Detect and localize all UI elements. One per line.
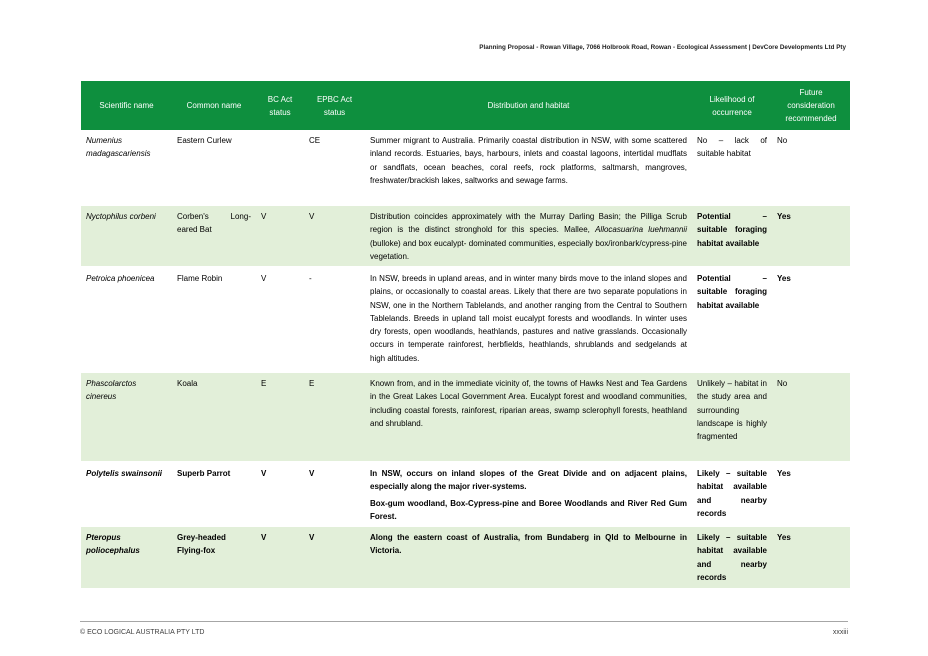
distribution: [365, 372, 692, 462]
scientific-name: Pteropus poliocephalus: [81, 526, 172, 589]
distribution-text-cont: (bulloke) and box eucalypt- dominated communities, especially box/ironbark/cypress-pine vegetation.: [370, 238, 687, 261]
distribution: [365, 205, 692, 267]
col-header-future: Future consideration recommended: [772, 81, 850, 130]
epbc-status: -: [304, 267, 365, 372]
epbc-status: CE: [304, 130, 365, 205]
bc-status: [256, 130, 304, 205]
bc-status: V: [256, 205, 304, 267]
distribution: [365, 526, 692, 589]
distribution-text: Summer migrant to Australia. Primarily coastal distribution in NSW, with some scattered inland records. Estuaries, bays, harbours, inlets and coastal lagoons, intertidal mudflats or sandflats, ocean beaches, coral reefs, rock platforms, saltmarsh, mangroves, freshwater/brackish lakes, saltworks and sewage farms.: [370, 136, 687, 185]
distribution: [365, 130, 692, 205]
scientific-name: Petroica phoenicea: [81, 267, 172, 372]
epbc-status: E: [304, 372, 365, 462]
footer-copyright: © ECO LOGICAL AUSTRALIA PTY LTD: [80, 629, 205, 636]
common-name: Superb Parrot: [172, 462, 256, 526]
likelihood: Unlikely – habitat in the study area and surrounding landscape is highly fragmented: [692, 372, 772, 462]
col-header-likelihood: Likelihood of occurrence: [692, 81, 772, 130]
likelihood: Likely – suitable habitat available and nearby records: [692, 526, 772, 589]
table-header-row: [81, 81, 850, 130]
common-name: Eastern Curlew: [172, 130, 256, 205]
common-name: Koala: [172, 372, 256, 462]
scientific-name: Nyctophilus corbeni: [81, 205, 172, 267]
distribution-text: Along the eastern coast of Australia, from Bundaberg in Qld to Melbourne in Victoria.: [370, 533, 687, 556]
epbc-status: V: [304, 205, 365, 267]
bc-status: V: [256, 267, 304, 372]
scientific-name: Polytelis swainsonii: [81, 462, 172, 526]
future-consideration: Yes: [772, 267, 850, 372]
col-header-distribution: Distribution and habitat: [365, 81, 692, 130]
common-name: Flame Robin: [172, 267, 256, 372]
table-row: [81, 526, 850, 589]
likelihood: No – lack of suitable habitat: [692, 130, 772, 205]
distribution-text: Known from, and in the immediate vicinity of, the towns of Hawks Nest and Tea Gardens in the Great Lakes Local Government Area. Eucalypt forest and woodland communities, including coastal forests, rainforest, riparian areas, swamp sclerophyll forests, heathland and shrubland.: [370, 379, 687, 428]
col-header-epbc-act: EPBC Act status: [304, 81, 365, 130]
table-row: [81, 205, 850, 267]
distribution: [365, 462, 692, 526]
future-consideration: No: [772, 130, 850, 205]
distribution: [365, 267, 692, 372]
bc-status: V: [256, 462, 304, 526]
col-header-scientific: Scientific name: [81, 81, 172, 130]
col-header-bc-act: BC Act status: [256, 81, 304, 130]
common-name: Corben's Long-eared Bat: [172, 205, 256, 267]
common-name: Grey-headed Flying-fox: [172, 526, 256, 589]
future-consideration: Yes: [772, 526, 850, 589]
distribution-species-italic: Allocasuarina luehmannii: [595, 225, 687, 235]
likelihood: Potential – suitable foraging habitat available: [692, 267, 772, 372]
col-header-common: Common name: [172, 81, 256, 130]
likelihood: Likely – suitable habitat available and nearby records: [692, 462, 772, 526]
epbc-status: V: [304, 526, 365, 589]
table-row: [81, 267, 850, 372]
species-table: [81, 81, 850, 590]
bc-status: V: [256, 526, 304, 589]
distribution-text: In NSW, occurs on inland slopes of the Great Divide and on adjacent plains, especially along the major river-systems.: [370, 469, 687, 492]
footer-divider: [80, 621, 848, 622]
scientific-name: Numenius madagascariensis: [81, 130, 172, 205]
distribution-text: Distribution coincides approximately with the Murray Darling Basin; the Pilliga Scrub region is the distinct stronghold for this species. Mallee,: [370, 212, 687, 235]
future-consideration: No: [772, 372, 850, 462]
distribution-text-habitat: Box-gum woodland, Box-Cypress-pine and Boree Woodlands and River Red Gum Forest.: [370, 498, 687, 521]
running-header: Planning Proposal - Rowan Village, 7066 Holbrook Road, Rowan - Ecological Assessment | DevCore Developments Ltd Pty: [479, 44, 846, 51]
page-number: xxxiii: [832, 629, 848, 636]
likelihood: Potential – suitable foraging habitat available: [692, 205, 772, 267]
table-row: [81, 372, 850, 462]
future-consideration: Yes: [772, 205, 850, 267]
distribution-text: In NSW, breeds in upland areas, and in winter many birds move to the inland slopes and plains, or occasionally to coastal areas. Likely that there are two separate populations in NSW, one in the Northern Tablelands, and another ranging from the Central to Southern Tablelands. Breeds in upland tall moist eucalypt forests and woodlands. In winter uses dry forests, open woodlands, heathlands, pastures and native grasslands. Occasionally occurs in temperate rainforest, herbfields, heathlands, shrublands and sedgelands at high altitudes.: [370, 274, 687, 363]
bc-status: E: [256, 372, 304, 462]
table-row: [81, 462, 850, 526]
scientific-name: Phascolarctos cinereus: [81, 372, 172, 462]
epbc-status: V: [304, 462, 365, 526]
table-row: [81, 130, 850, 205]
future-consideration: Yes: [772, 462, 850, 526]
